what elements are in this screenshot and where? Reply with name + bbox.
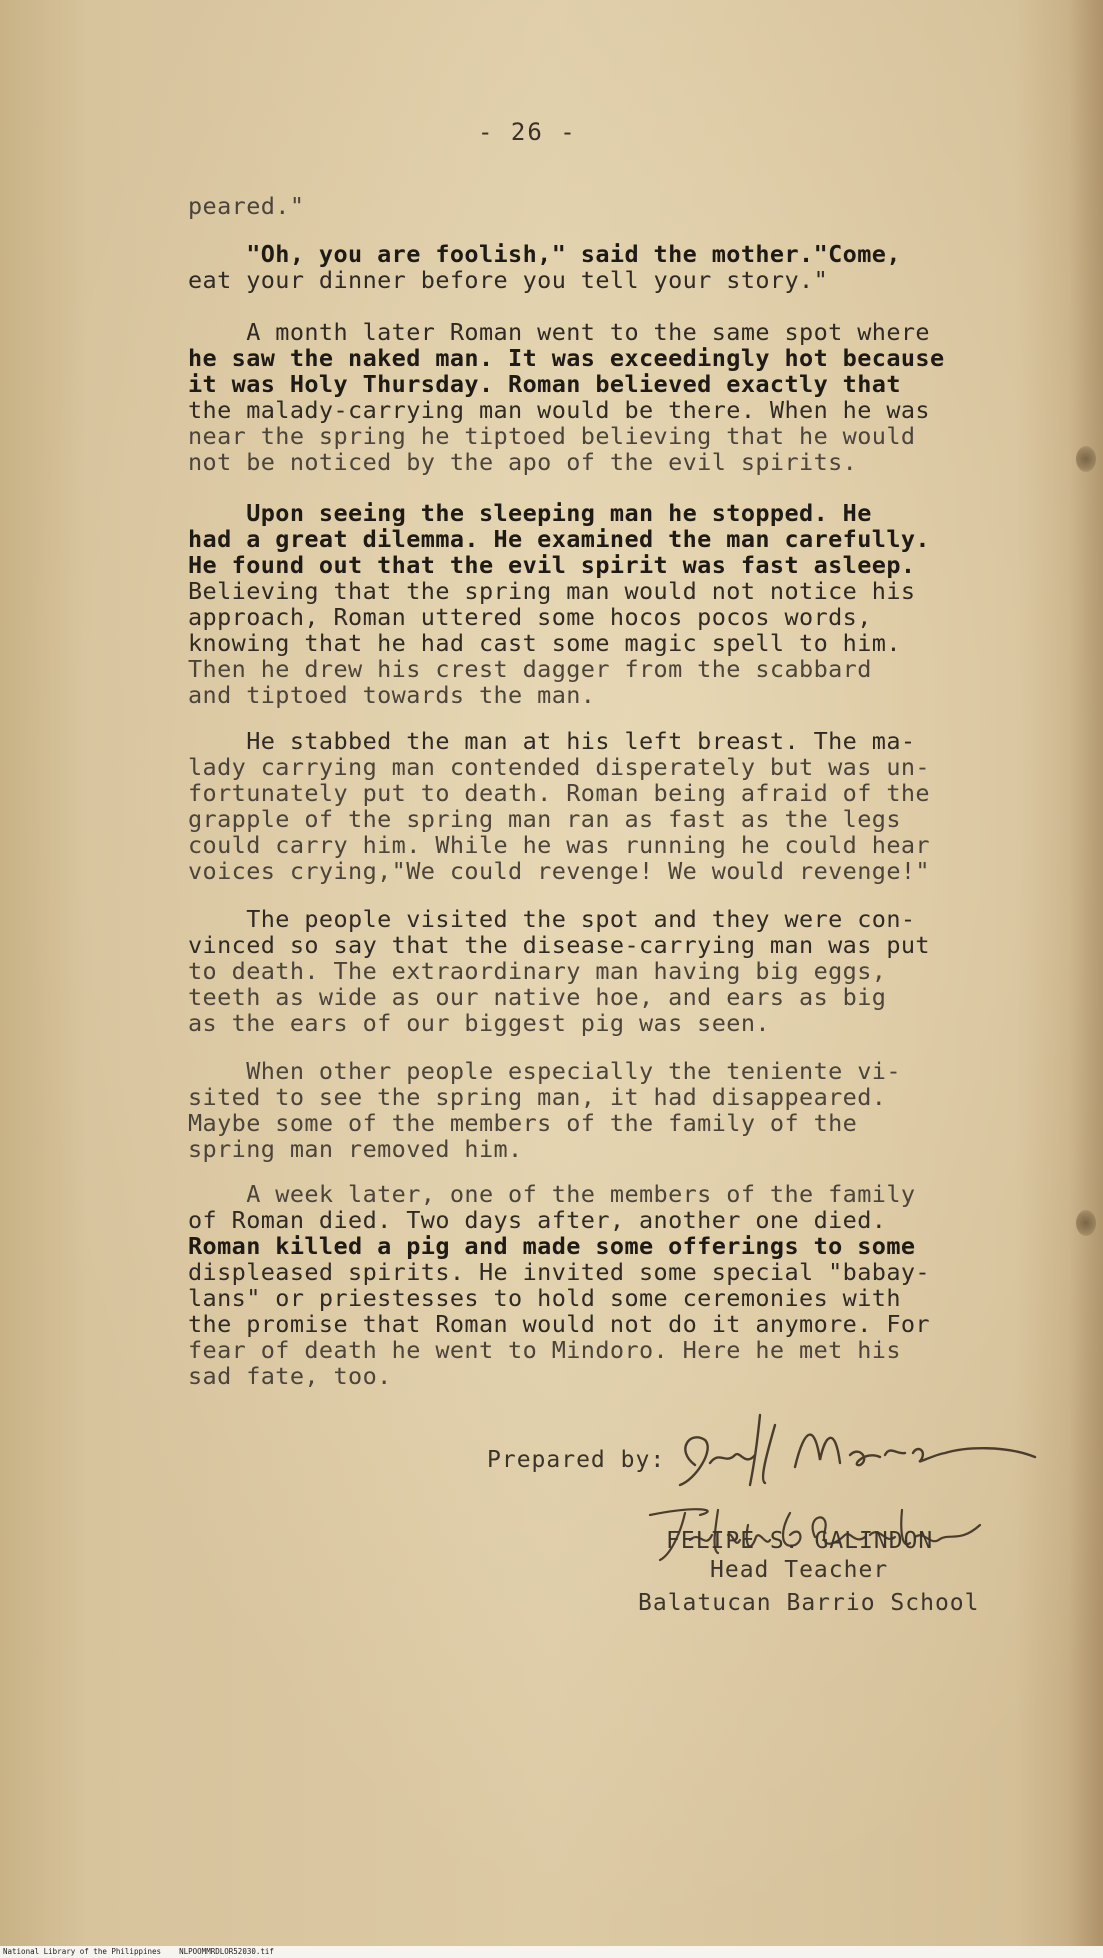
body-line: as the ears of our biggest pig was seen. (188, 1009, 770, 1037)
body-line: had a great dilemma. He examined the man carefully. (188, 525, 930, 553)
body-line: A week later, one of the members of the family (188, 1180, 916, 1208)
body-line: When other people especially the teniente vi- (188, 1057, 901, 1085)
school-name: Balatucan Barrio School (638, 1590, 980, 1616)
body-line: sad fate, too. (188, 1362, 392, 1390)
body-line: displeased spirits. He invited some special "babay- (188, 1258, 930, 1286)
body-line: and tiptoed towards the man. (188, 681, 596, 709)
body-line: Then he drew his crest dagger from the scabbard (188, 655, 872, 683)
body-line: near the spring he tiptoed believing that he would (188, 422, 916, 450)
binding-hole (1076, 1210, 1096, 1236)
page-edge-shadow (1069, 0, 1103, 1946)
body-line: it was Holy Thursday. Roman believed exactly that (188, 370, 901, 398)
body-line: the malady-carrying man would be there. When he was (188, 396, 930, 424)
body-line: knowing that he had cast some magic spell to him. (188, 629, 901, 657)
body-line: teeth as wide as our native hoe, and ears as big (188, 983, 887, 1011)
body-line: "Oh, you are foolish," said the mother."Come, (188, 240, 901, 268)
body-line: spring man removed him. (188, 1135, 523, 1163)
footer-caption: National Library of the Philippines NLPOOMMRDLOR52030.tif (3, 1947, 274, 1956)
body-line: sited to see the spring man, it had disappeared. (188, 1083, 887, 1111)
body-line: the promise that Roman would not do it anymore. For (188, 1310, 930, 1338)
body-line: He stabbed the man at his left breast. The ma- (188, 727, 916, 755)
prepared-by-label: Prepared by: (487, 1447, 666, 1473)
binding-hole (1076, 446, 1096, 472)
body-line: peared." (188, 192, 305, 220)
body-line: Upon seeing the sleeping man he stopped. He (188, 499, 872, 527)
signer-title: Head Teacher (710, 1557, 889, 1583)
body-line: lady carrying man contended disperately but was un- (188, 753, 930, 781)
page-number: - 26 - (478, 118, 577, 146)
body-line: not be noticed by the apo of the evil spirits. (188, 448, 858, 476)
body-line: fortunately put to death. Roman being afraid of the (188, 779, 930, 807)
handwritten-signature (665, 1405, 1065, 1495)
body-line: A month later Roman went to the same spot where (188, 318, 930, 346)
body-line: lans" or priestesses to hold some ceremonies with (188, 1284, 901, 1312)
body-line: eat your dinner before you tell your story." (188, 266, 829, 294)
body-line: Maybe some of the members of the family of the (188, 1109, 858, 1137)
body-line: voices crying,"We could revenge! We would revenge!" (188, 857, 930, 885)
body-line: to death. The extraordinary man having big eggs, (188, 957, 887, 985)
body-line: grapple of the spring man ran as fast as the legs (188, 805, 901, 833)
body-line: Believing that the spring man would not notice his (188, 577, 916, 605)
body-line: approach, Roman uttered some hocos pocos words, (188, 603, 872, 631)
signer-name: FELIPE S. GALINDON (666, 1528, 934, 1554)
body-line: The people visited the spot and they were con- (188, 905, 916, 933)
body-line: could carry him. While he was running he could hear (188, 831, 930, 859)
body-line: of Roman died. Two days after, another one died. (188, 1206, 887, 1234)
body-line: fear of death he went to Mindoro. Here he met his (188, 1336, 901, 1364)
body-line: he saw the naked man. It was exceedingly hot because (188, 344, 945, 372)
body-line: Roman killed a pig and made some offerings to some (188, 1232, 916, 1260)
body-line: He found out that the evil spirit was fast asleep. (188, 551, 916, 579)
body-line: vinced so say that the disease-carrying man was put (188, 931, 930, 959)
